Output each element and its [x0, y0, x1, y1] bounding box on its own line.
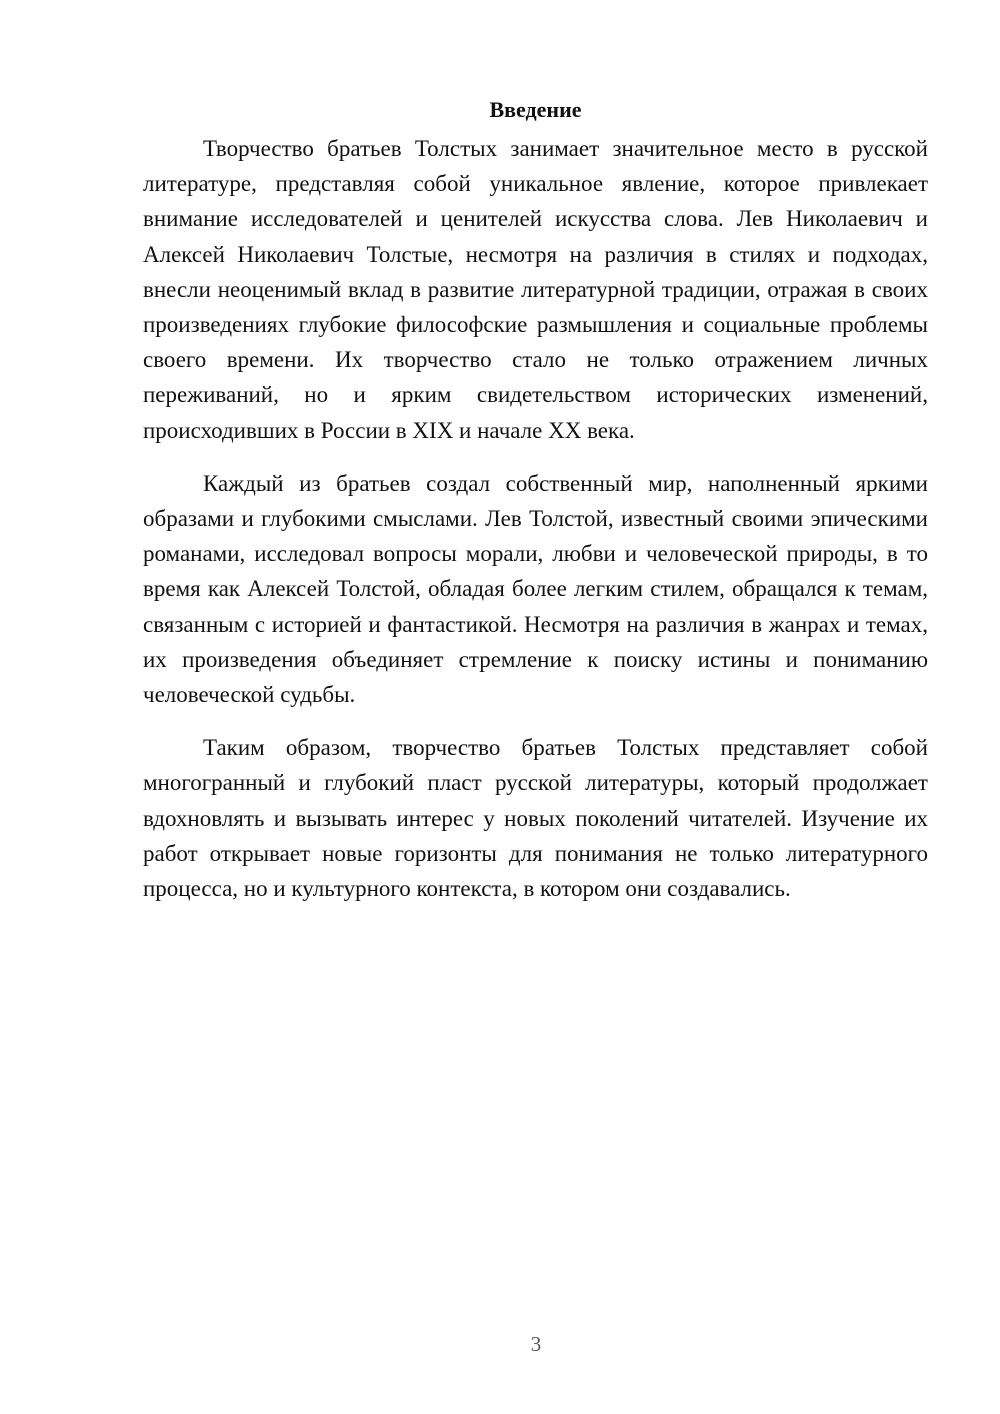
- paragraph-3: Таким образом, творчество братьев Толстых представляет собой многогранный и глубокий пласт русской литературы, который продолжает вдохновлять и вызывать интерес у новых поколений читателей. Изучение их работ открывает новые горизонты для понимания не только литературного процесса, но и культурного контекста, в котором они создавались.: [143, 735, 928, 902]
- paragraph-1: Творчество братьев Толстых занимает значительное место в русской литературе, представляя собой уникальное явление, которое привлекает внимание исследователей и ценителей искусства слова. Лев Николаевич и Алексей Николаевич Толстые, несмотря на различия в стилях и подходах, внесли неоценимый вклад в развитие литературной традиции, отражая в своих произведениях глубокие философские размышления и социальные проблемы своего времени. Их творчество стало не только отражением личных переживаний, но и ярким свидетельством исторических изменений, происходивших в России в XIX и начале XX века.: [143, 136, 928, 443]
- page-number: 3: [530, 1332, 542, 1356]
- paragraph-2: Каждый из братьев создал собственный мир, наполненный яркими образами и глубокими смыслами. Лев Толстой, известный своими эпическими романами, исследовал вопросы морали, любви и человеческой природы, в то время как Алексей Толстой, обладая более легким стилем, обращался к темам, связанным с историей и фантастикой. Несмотря на различия в жанрах и темах, их произведения объединяет стремление к поиску истины и пониманию человеческой судьбы.: [143, 470, 928, 708]
- section-title: Введение: [489, 97, 582, 122]
- page-content: [143, 92, 928, 906]
